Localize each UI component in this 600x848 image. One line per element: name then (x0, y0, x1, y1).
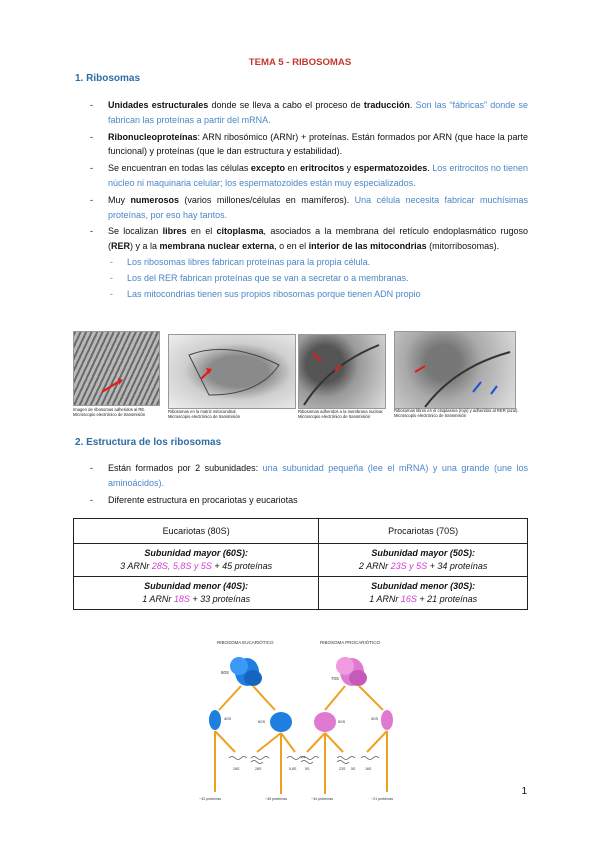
rrna-label: 5,8S (289, 767, 297, 771)
micrograph-caption: Imagen de ribosomas adheridos al RE. Microscopio electrónico de transmisión (73, 407, 146, 417)
label-60s: 60S (258, 719, 266, 724)
prokaryotic-large-subunit (314, 712, 336, 732)
label-50s: 50S (338, 719, 346, 724)
table-cell: Subunidad menor (40S): 1 ARNr 18S + 33 proteínas (74, 577, 319, 610)
red-arrow-icon (299, 335, 385, 408)
red-arrow-icon (169, 335, 295, 408)
section-heading-ribosomas: 1. Ribosomas (75, 73, 141, 84)
table-header: Eucariotas (80S) (74, 519, 319, 544)
rrna-label: 16S (365, 767, 372, 771)
protein-label: ~21 proteínas (371, 797, 394, 801)
label-70s: 70S (331, 676, 340, 681)
micrograph-rer (73, 331, 160, 406)
rrna-label: 18S (233, 767, 240, 771)
bullet-item: - Ribonucleoproteínas: ARN ribosómico (ARNr) + proteínas. Están formados por ARN (que hace la parte funcional) y proteínas (que le dan estructura y estabilidad). (90, 131, 528, 157)
eukaryotic-large-subunit (270, 712, 292, 732)
ribosome-comparison-table (73, 518, 528, 610)
prokaryotic-ribosome-70s (336, 657, 367, 686)
eukaryotic-ribosome-80s (230, 657, 262, 686)
diagram-title-prokaryotic: RIBOSOMA PROCARIÓTICO (320, 640, 381, 645)
label-40s: 40S (224, 716, 232, 721)
rrna-label: 28S (255, 767, 262, 771)
prokaryotic-small-subunit (381, 710, 393, 730)
micrograph-nuclear-membrane (298, 334, 386, 409)
micrograph-mitochondria (168, 334, 296, 409)
table-header: Procariotas (70S) (319, 519, 528, 544)
protein-label: ~45 proteínas (265, 797, 288, 801)
red-blue-arrows-icon (395, 332, 515, 408)
eukaryotic-small-subunit (209, 710, 221, 730)
rrna-label: 23S (339, 767, 346, 771)
micrograph-caption: Ribosomas en la matriz mitocondrial. Microscopio electrónico de transmisión (168, 409, 241, 419)
bullet-item: - Diferente estructura en procariotas y eucariotas (90, 494, 298, 505)
bullet-item: - Están formados por 2 subunidades: una subunidad pequeña (lee el mRNA) y una grande (une los aminoácidos). (90, 463, 528, 488)
sub-bullet-item: - Los del RER fabrican proteínas que se van a secretar o a membranas. (110, 272, 409, 283)
rrna-label: 5S (305, 767, 310, 771)
diagram-title-eukaryotic: RIBOSOMA EUCARIÓTICO (217, 640, 274, 645)
micrograph-caption: Ribosomas libres en el citoplasma (rojo) y adheridos al RER (azul). Microscopio electrónico de transmisión (394, 408, 519, 418)
red-arrow-icon (74, 332, 159, 405)
section-heading-estructura: 2. Estructura de los ribosomas (75, 437, 222, 448)
sub-bullet-item: - Las mitocondrias tienen sus propios ribosomas porque tienen ADN propio (110, 288, 421, 299)
bullet-list-ribosomas (90, 98, 528, 301)
label-30s: 30S (371, 716, 379, 721)
bullet-item: - Unidades estructurales donde se lleva a cabo el proceso de traducción. Son las “fábricas” donde se fabrican las proteínas a partir del mRNA. (90, 100, 528, 125)
ribosome-subunit-diagram (195, 634, 410, 804)
bullet-item: - Se localizan libres en el citoplasma, asociados a la membrana del retículo endoplasmático rugoso (RER) y a la membrana nuclear externa, o en el interior de las mitocondrias (mitorribosomas). (90, 226, 528, 252)
protein-label: ~34 proteínas (311, 797, 334, 801)
page-number: 1 (521, 786, 527, 797)
protein-label: ~33 proteínas (199, 797, 222, 801)
bullet-list-estructura (90, 461, 528, 507)
table-cell: Subunidad menor (30S): 1 ARNr 16S + 21 proteínas (319, 577, 528, 610)
bullet-item: - Se encuentran en todas las células excepto en eritrocitos y espermatozoides. Los eritrocitos no tienen núcleo ni maquinaria celular; los espermatozoides están muy especializados. (90, 163, 528, 188)
sub-bullet-item: - Los ribosomas libres fabrican proteínas para la propia célula. (110, 256, 371, 267)
table-cell: Subunidad mayor (50S): 2 ARNr 23S y 5S + 34 proteínas (319, 544, 528, 577)
page-title: TEMA 5 - RIBOSOMAS (248, 57, 352, 68)
bullet-item: - Muy numerosos (varios millones/células en mamíferos). Una célula necesita fabricar muchísimas proteínas, por eso hay tantos. (90, 194, 528, 220)
micrograph-caption: Ribosomas adheridos a la membrana nuclear. Microscopio electrónico de transmisión (298, 409, 384, 419)
table-cell: Subunidad mayor (60S): 3 ARNr 28S, 5,8S y 5S + 45 proteínas (74, 544, 319, 577)
label-80s: 80S (221, 670, 230, 675)
rrna-label: 5S (351, 767, 356, 771)
micrograph-cytoplasm (394, 331, 516, 409)
